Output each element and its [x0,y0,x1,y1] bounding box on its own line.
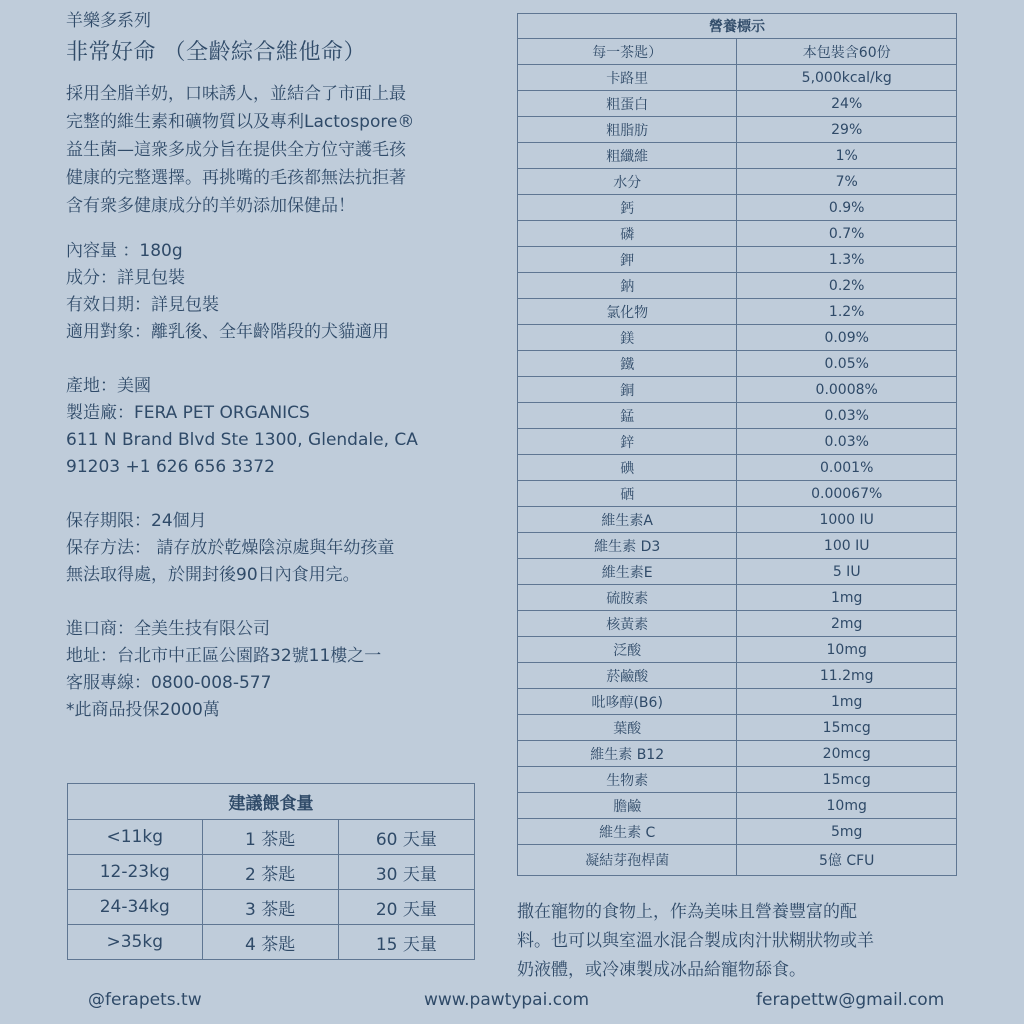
usage-note-line: 撒在寵物的食物上，作為美味且營養豐富的配 [517,902,857,922]
nutrient-value: 5mg [737,819,957,845]
table-row [68,890,475,925]
nutrient-value: 0.00067% [737,481,957,507]
table-row [518,767,957,793]
nutrient-value: 5 IU [737,559,957,585]
table-row [518,65,957,91]
nutrition-table-title: 營養標示 [518,14,957,39]
table-row [518,195,957,221]
nutrient-name: 水分 [518,169,737,195]
nutrient-value: 0.2% [737,273,957,299]
manufacturer-address: 611 N Brand Blvd Ste 1300, Glendale, CA [66,430,418,450]
nutrient-value: 24% [737,91,957,117]
nutrient-name: 卡路里 [518,65,737,91]
nutrient-value: 15mcg [737,767,957,793]
nutrient-name: 銅 [518,377,737,403]
table-row [518,507,957,533]
table-row [518,819,957,845]
table-row [518,325,957,351]
nutrition-header-row [518,39,957,65]
country-of-origin: 產地：美國 [66,376,151,396]
importer: 進口商：全美生技有限公司 [66,619,270,639]
nutrient-name: 粗纖維 [518,143,737,169]
nutrient-name: 硫胺素 [518,585,737,611]
duration-cell: 30 天量 [338,855,474,890]
ingredients: 成分：詳見包裝 [66,268,185,288]
description-line: 益生菌—這衆多成分旨在提供全方位守護毛孩 [66,140,406,160]
nutrient-value: 1.3% [737,247,957,273]
nutrient-name: 泛酸 [518,637,737,663]
nutrient-name: 碘 [518,455,737,481]
importer-address: 地址：台北市中正區公園路32號11樓之一 [66,646,382,666]
nutrient-value: 20mcg [737,741,957,767]
table-row [518,637,957,663]
nutrient-value: 29% [737,117,957,143]
product-title: 非常好命 （全齡綜合維他命） [66,40,366,65]
origin-info [66,373,486,481]
nutrient-value: 11.2mg [737,663,957,689]
table-row [518,455,957,481]
nutrient-value: 0.7% [737,221,957,247]
nutrient-name: 氯化物 [518,299,737,325]
shelf-life: 保存期限：24個月 [66,511,207,531]
nutrient-value: 10mg [737,793,957,819]
nutrient-name: 鈣 [518,195,737,221]
nutrient-value: 0.03% [737,429,957,455]
duration-cell: 60 天量 [338,820,474,855]
nutrient-name: 生物素 [518,767,737,793]
nutrient-value: 1.2% [737,299,957,325]
nutrition-table [517,13,957,876]
description-line: 採用全脂羊奶，口味誘人，並結合了市面上最 [66,84,406,104]
nutrient-value: 1mg [737,585,957,611]
nutrient-value: 5億 CFU [737,845,957,876]
table-row [518,403,957,429]
weight-cell: 24-34kg [68,890,203,925]
nutrient-name: 維生素 D3 [518,533,737,559]
storage-method-cont: 無法取得處，於開封後90日內食用完。 [66,565,360,585]
suitable-for: 適用對象：離乳後、全年齡階段的犬貓適用 [66,322,389,342]
nutrient-name: 錳 [518,403,737,429]
table-row [68,820,475,855]
product-details [66,8,486,724]
table-row [518,221,957,247]
weight-cell: 12-23kg [68,855,203,890]
nutrient-value: 0.001% [737,455,957,481]
nutrient-value: 0.0008% [737,377,957,403]
table-row [68,855,475,890]
nutrient-name: 維生素 B12 [518,741,737,767]
storage-info [66,508,486,589]
table-row [518,481,957,507]
service-hotline: 客服專線：0800-008-577 [66,673,272,693]
nutrient-value: 0.05% [737,351,957,377]
table-row [68,925,475,960]
nutrient-name: 吡哆醇(B6) [518,689,737,715]
nutrient-value: 2mg [737,611,957,637]
nutrient-name: 菸鹼酸 [518,663,737,689]
manufacturer-phone: 91203 +1 626 656 3372 [66,457,275,477]
table-row [518,351,957,377]
nutrient-value: 1mg [737,689,957,715]
table-row [518,793,957,819]
nutrient-name: 鎂 [518,325,737,351]
nutrient-name: 葉酸 [518,715,737,741]
table-row [518,299,957,325]
importer-info [66,616,486,724]
nutrient-name: 鉀 [518,247,737,273]
nutrient-value: 1000 IU [737,507,957,533]
nutrient-name: 粗脂肪 [518,117,737,143]
nutrient-value: 7% [737,169,957,195]
instagram-handle: @ferapets.tw [88,990,202,1010]
nutrient-name: 核黃素 [518,611,737,637]
nutrient-name: 凝結芽孢桿菌 [518,845,737,876]
nutrient-name: 粗蛋白 [518,91,737,117]
email-address[interactable]: ferapettw@gmail.com [756,990,945,1010]
nutrient-name: 膽鹼 [518,793,737,819]
feeding-table [67,783,475,960]
serving-size: 每一茶匙） [518,39,737,65]
table-row [518,689,957,715]
nutrient-value: 0.09% [737,325,957,351]
series-name: 羊樂多系列 [66,11,151,31]
table-row [518,273,957,299]
table-row [518,429,957,455]
table-row [518,559,957,585]
table-row [518,143,957,169]
feeding-table-title: 建議餵食量 [68,784,475,820]
table-row [518,585,957,611]
usage-note-line: 料。也可以與室溫水混合製成肉汁狀糊狀物或羊 [517,931,874,951]
nutrient-value: 0.9% [737,195,957,221]
table-row [518,169,957,195]
nutrient-name: 維生素E [518,559,737,585]
website-link[interactable]: www.pawtypai.com [424,990,590,1010]
nutrient-value: 10mg [737,637,957,663]
amount-cell: 4 茶匙 [202,925,338,960]
nutrient-value: 5,000kcal/kg [737,65,957,91]
table-row [518,611,957,637]
nutrient-name: 鈉 [518,273,737,299]
description-line: 完整的維生素和礦物質以及專利Lactospore® [66,112,415,132]
nutrient-name: 硒 [518,481,737,507]
expiry-date: 有效日期：詳見包裝 [66,295,219,315]
nutrient-name: 維生素A [518,507,737,533]
table-row [518,117,957,143]
table-row [518,715,957,741]
table-row [518,741,957,767]
description-line: 健康的完整選擇。再挑嘴的毛孩都無法抗拒著 [66,168,406,188]
insurance-note: *此商品投保2000萬 [66,700,220,720]
nutrient-value: 100 IU [737,533,957,559]
duration-cell: 15 天量 [338,925,474,960]
table-row [518,247,957,273]
description-line: 含有衆多健康成分的羊奶添加保健品！ [66,196,355,216]
amount-cell: 1 茶匙 [202,820,338,855]
table-row [518,663,957,689]
table-row [518,533,957,559]
servings-per-pack: 本包裝含60份 [737,39,957,65]
nutrient-value: 1% [737,143,957,169]
amount-cell: 3 茶匙 [202,890,338,925]
net-weight: 內容量 ：180g [66,241,183,261]
storage-method: 保存方法： 請存放於乾燥陰涼處與年幼孩童 [66,538,395,558]
usage-note-line: 奶液體，或冷凍製成冰品給寵物舔食。 [517,960,806,980]
table-row [518,845,957,876]
weight-cell: <11kg [68,820,203,855]
nutrient-name: 磷 [518,221,737,247]
product-description [66,80,478,220]
nutrient-name: 鐵 [518,351,737,377]
table-row [518,91,957,117]
usage-note [517,898,957,985]
nutrient-name: 鋅 [518,429,737,455]
duration-cell: 20 天量 [338,890,474,925]
nutrient-name: 維生素 C [518,819,737,845]
amount-cell: 2 茶匙 [202,855,338,890]
nutrient-value: 15mcg [737,715,957,741]
table-row [518,377,957,403]
nutrition-rows [518,65,957,876]
manufacturer: 製造廠：FERA PET ORGANICS [66,403,310,423]
weight-cell: >35kg [68,925,203,960]
nutrient-value: 0.03% [737,403,957,429]
product-info [66,238,486,346]
